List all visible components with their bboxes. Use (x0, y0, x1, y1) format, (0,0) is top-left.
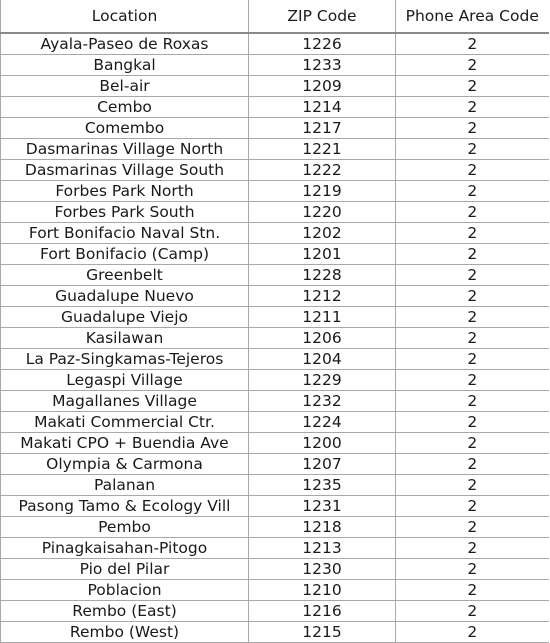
cell-phone-area-code: 2 (396, 412, 549, 433)
table-row (1, 328, 549, 349)
cell-zip-code: 1229 (249, 370, 396, 391)
cell-location: Bangkal (1, 55, 249, 76)
table-row (1, 433, 549, 454)
cell-location: Magallanes Village (1, 391, 249, 412)
table-row (1, 412, 549, 433)
cell-zip-code: 1200 (249, 433, 396, 454)
cell-location: Rembo (East) (1, 601, 249, 622)
cell-location: Pinagkaisahan-Pitogo (1, 538, 249, 559)
table-row (1, 370, 549, 391)
table-row (1, 622, 549, 643)
table-header-row (1, 0, 549, 33)
cell-zip-code: 1204 (249, 349, 396, 370)
cell-location: Legaspi Village (1, 370, 249, 391)
cell-zip-code: 1221 (249, 139, 396, 160)
cell-location: Dasmarinas Village South (1, 160, 249, 181)
cell-location: Guadalupe Nuevo (1, 286, 249, 307)
table-row (1, 55, 549, 76)
table-row (1, 181, 549, 202)
cell-zip-code: 1219 (249, 181, 396, 202)
table-row (1, 454, 549, 475)
cell-location: Fort Bonifacio Naval Stn. (1, 223, 249, 244)
cell-zip-code: 1233 (249, 55, 396, 76)
cell-location: Rembo (West) (1, 622, 249, 643)
cell-zip-code: 1212 (249, 286, 396, 307)
cell-zip-code: 1224 (249, 412, 396, 433)
cell-zip-code: 1216 (249, 601, 396, 622)
table-row (1, 517, 549, 538)
cell-location: Pio del Pilar (1, 559, 249, 580)
column-header-location[interactable]: Location (1, 0, 249, 33)
cell-phone-area-code: 2 (396, 559, 549, 580)
cell-phone-area-code: 2 (396, 202, 549, 223)
cell-location: Forbes Park South (1, 202, 249, 223)
cell-zip-code: 1218 (249, 517, 396, 538)
cell-phone-area-code: 2 (396, 286, 549, 307)
table-row (1, 559, 549, 580)
table-body (1, 33, 549, 643)
cell-location: Cembo (1, 97, 249, 118)
table-row (1, 349, 549, 370)
cell-phone-area-code: 2 (396, 97, 549, 118)
cell-zip-code: 1230 (249, 559, 396, 580)
cell-zip-code: 1226 (249, 33, 396, 55)
cell-zip-code: 1209 (249, 76, 396, 97)
cell-location: Pembo (1, 517, 249, 538)
cell-location: Ayala-Paseo de Roxas (1, 33, 249, 55)
cell-location: Forbes Park North (1, 181, 249, 202)
cell-zip-code: 1206 (249, 328, 396, 349)
table-row (1, 307, 549, 328)
cell-phone-area-code: 2 (396, 55, 549, 76)
cell-phone-area-code: 2 (396, 328, 549, 349)
cell-location: Fort Bonifacio (Camp) (1, 244, 249, 265)
cell-zip-code: 1222 (249, 160, 396, 181)
cell-phone-area-code: 2 (396, 223, 549, 244)
cell-location: Palanan (1, 475, 249, 496)
table-row (1, 496, 549, 517)
cell-phone-area-code: 2 (396, 181, 549, 202)
cell-phone-area-code: 2 (396, 139, 549, 160)
cell-phone-area-code: 2 (396, 349, 549, 370)
table-row (1, 580, 549, 601)
column-header-phone-area-code[interactable]: Phone Area Code (396, 0, 549, 33)
cell-zip-code: 1231 (249, 496, 396, 517)
table-row (1, 223, 549, 244)
cell-zip-code: 1232 (249, 391, 396, 412)
cell-zip-code: 1220 (249, 202, 396, 223)
table-row (1, 160, 549, 181)
cell-location: Bel-air (1, 76, 249, 97)
cell-phone-area-code: 2 (396, 601, 549, 622)
table-row (1, 202, 549, 223)
cell-phone-area-code: 2 (396, 454, 549, 475)
cell-location: Kasilawan (1, 328, 249, 349)
cell-phone-area-code: 2 (396, 433, 549, 454)
cell-phone-area-code: 2 (396, 307, 549, 328)
cell-location: Makati CPO + Buendia Ave (1, 433, 249, 454)
table-row (1, 118, 549, 139)
cell-zip-code: 1235 (249, 475, 396, 496)
cell-location: Olympia & Carmona (1, 454, 249, 475)
column-header-zip-code[interactable]: ZIP Code (249, 0, 396, 33)
cell-zip-code: 1211 (249, 307, 396, 328)
table-row (1, 244, 549, 265)
cell-zip-code: 1215 (249, 622, 396, 643)
cell-phone-area-code: 2 (396, 538, 549, 559)
cell-location: Guadalupe Viejo (1, 307, 249, 328)
cell-phone-area-code: 2 (396, 496, 549, 517)
cell-phone-area-code: 2 (396, 76, 549, 97)
cell-location: Makati Commercial Ctr. (1, 412, 249, 433)
table-row (1, 76, 549, 97)
cell-zip-code: 1202 (249, 223, 396, 244)
cell-location: Poblacion (1, 580, 249, 601)
cell-location: Comembo (1, 118, 249, 139)
cell-phone-area-code: 2 (396, 370, 549, 391)
table-row (1, 391, 549, 412)
cell-phone-area-code: 2 (396, 517, 549, 538)
cell-location: Dasmarinas Village North (1, 139, 249, 160)
table-row (1, 33, 549, 55)
table-row (1, 97, 549, 118)
table-row (1, 286, 549, 307)
table-row (1, 139, 549, 160)
cell-location: Pasong Tamo & Ecology Vill (1, 496, 249, 517)
table-row (1, 475, 549, 496)
cell-phone-area-code: 2 (396, 475, 549, 496)
cell-zip-code: 1228 (249, 265, 396, 286)
cell-zip-code: 1214 (249, 97, 396, 118)
cell-zip-code: 1201 (249, 244, 396, 265)
cell-phone-area-code: 2 (396, 580, 549, 601)
cell-zip-code: 1207 (249, 454, 396, 475)
cell-zip-code: 1210 (249, 580, 396, 601)
cell-phone-area-code: 2 (396, 244, 549, 265)
table-row (1, 538, 549, 559)
cell-zip-code: 1217 (249, 118, 396, 139)
cell-zip-code: 1213 (249, 538, 396, 559)
cell-phone-area-code: 2 (396, 265, 549, 286)
table-row (1, 265, 549, 286)
cell-phone-area-code: 2 (396, 160, 549, 181)
cell-location: Greenbelt (1, 265, 249, 286)
cell-phone-area-code: 2 (396, 33, 549, 55)
cell-location: La Paz-Singkamas-Tejeros (1, 349, 249, 370)
table-row (1, 601, 549, 622)
cell-phone-area-code: 2 (396, 391, 549, 412)
cell-phone-area-code: 2 (396, 622, 549, 643)
cell-phone-area-code: 2 (396, 118, 549, 139)
